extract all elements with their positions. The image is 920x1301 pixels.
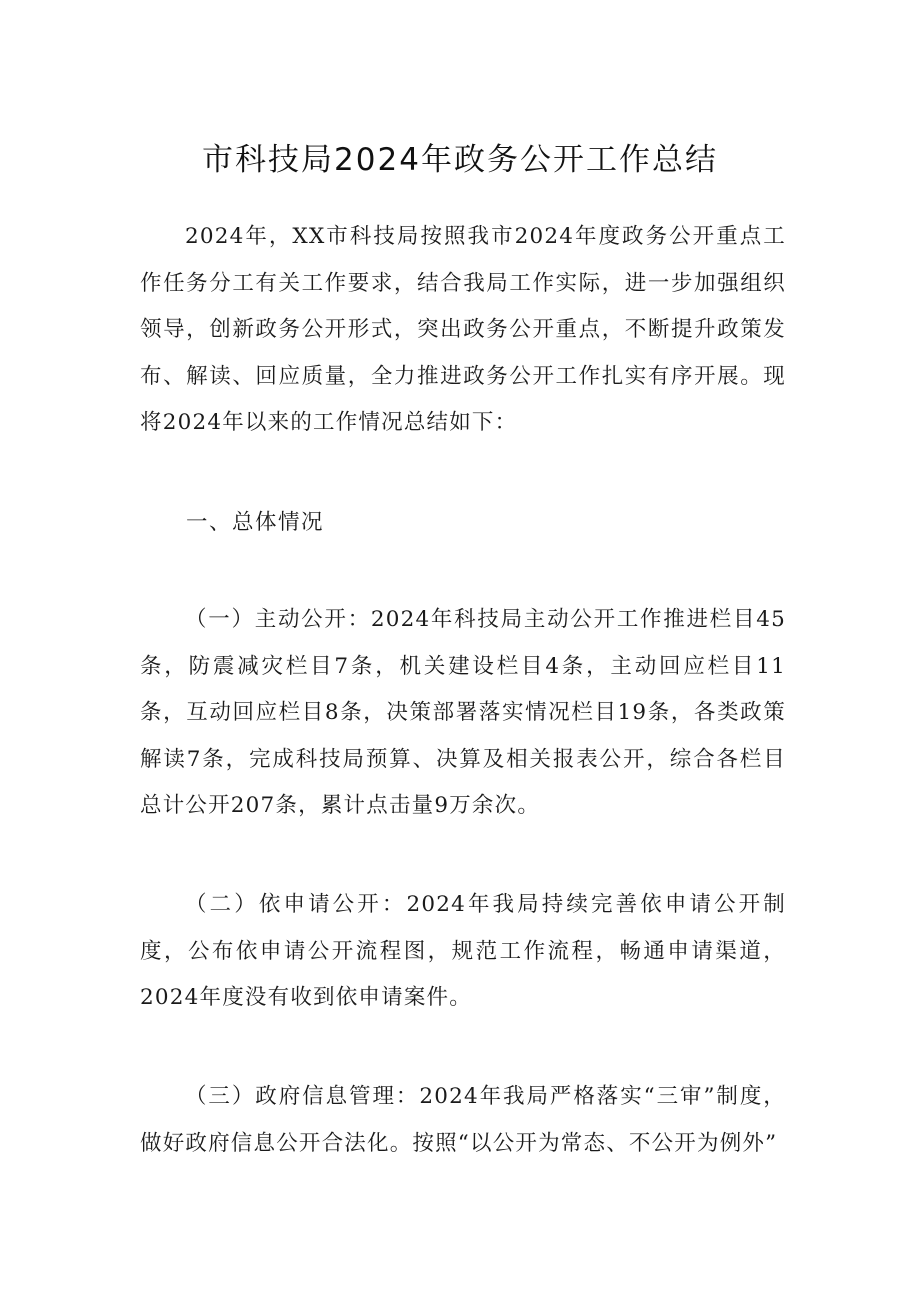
paragraph-proactive-disclosure: （一）主动公开：2024年科技局主动公开工作推进栏目45条，防震减灾栏目7条，机关建设栏目4条，主动回应栏目11条，互动回应栏目8条，决策部署落实情况栏目19条，各类政策解读7条，完成科技局预算、决算及相关报表公开，综合各栏目总计公开207条，累计点击量9万余次。 [140, 607, 786, 819]
intro-paragraph: 2024年，XX市科技局按照我市2024年度政务公开重点工作任务分工有关工作要求，结合我局工作实际，进一步加强组织领导，创新政务公开形式，突出政务公开重点，不断提升政策发布、解读、回应质量，全力推进政务公开工作扎实有序开展。现将2024年以来的工作情况总结如下： [140, 224, 786, 436]
paragraph-information-management: （三）政府信息管理：2024年我局严格落实“三审”制度，做好政府信息公开合法化。按照“以公开为常态、不公开为例外” [140, 1084, 786, 1156]
paragraph-disclosure-upon-request: （二）依申请公开：2024年我局持续完善依申请公开制度，公布依申请公开流程图，规范工作流程，畅通申请渠道，2024年度没有收到依申请案件。 [140, 892, 786, 1011]
document-title: 市科技局2024年政务公开工作总结 [202, 142, 718, 178]
section-heading-overview: 一、总体情况 [186, 510, 325, 535]
